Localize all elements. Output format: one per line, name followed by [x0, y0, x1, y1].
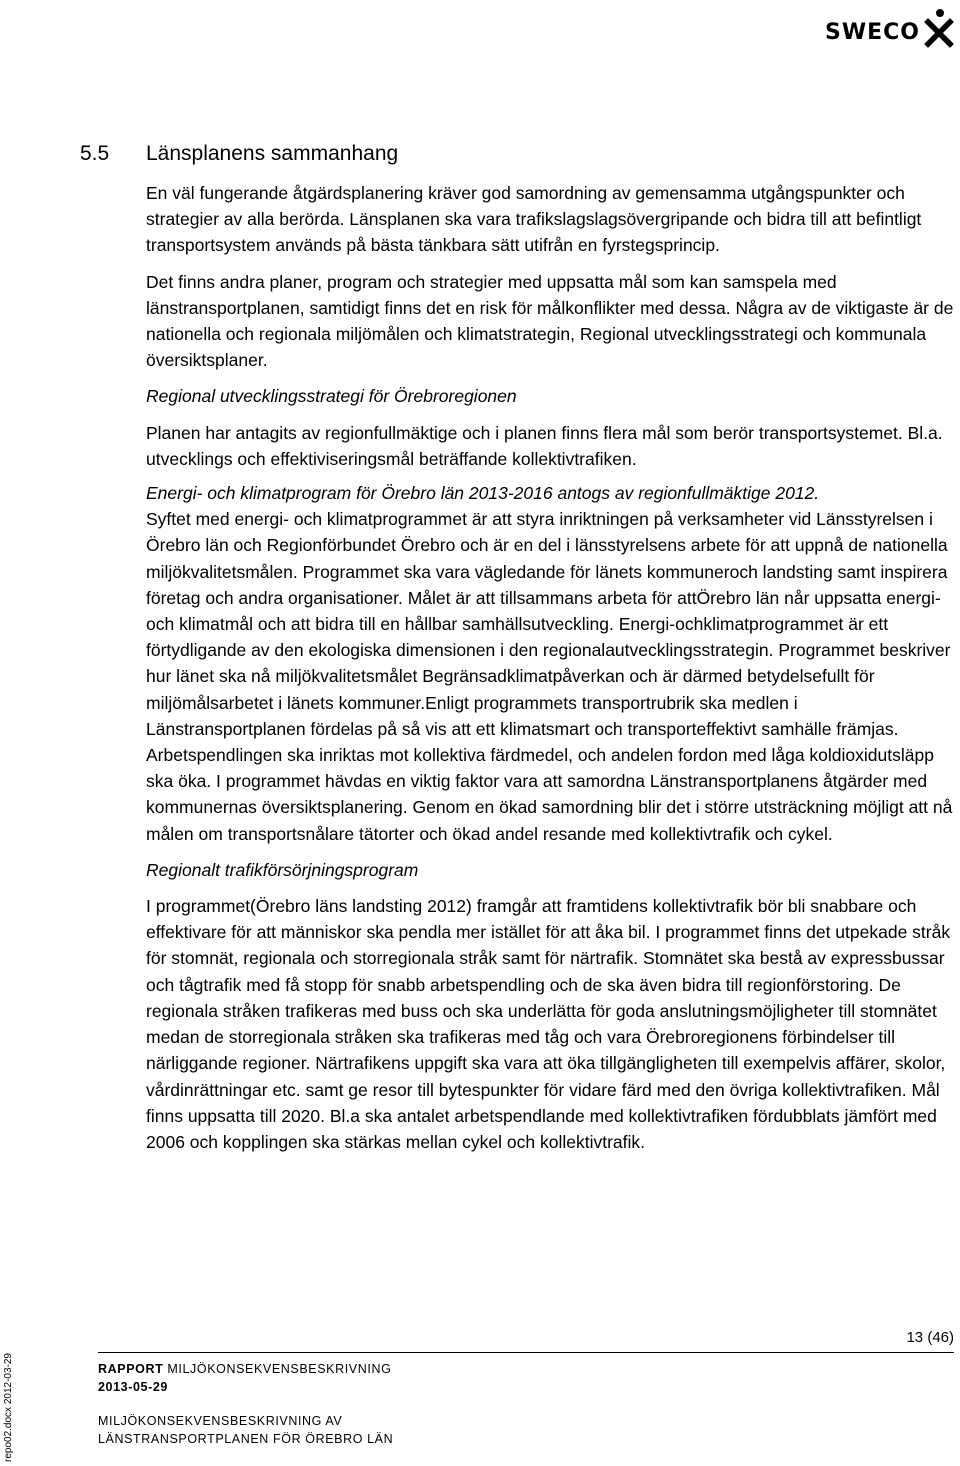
paragraph-energy-program: Syftet med energi- och klimatprogrammet är att styra inriktningen på verksamheter vid Länsstyrelsen i Örebro län och Regionförbundet Örebro och är en del i länsstyrelsens arbete för att uppnå de nationella miljökvalitetsmålen. Programmet ska vara vägledande för länets kommuneroch landsting samt inspirera företag och andra organisationer. Målet är att tillsammans arbeta för attÖrebro län når uppsatta energi- och klimatmål och att bidra till en hållbar samhällsutveckling. Energi-ochklimatprogrammet är ett förtydligande av den ekologiska dimensionen i den regionalautvecklingsstrategin. Programmet beskriver hur länet ska nå miljökvalitetsmålet Begränsadklimatpåverkan och är därmed betydelsefullt för miljömålsarbetet i länets kommuner.Enligt programmets transportrubrik ska medlen i Länstransportplanen fördelas på så vis att ett klimatsmart och transporteffektivt samhälle främjas. Arbetspendlingen ska inriktas mot kollektiva färdmedel, och andelen fordon med låga koldioxidutsläpp ska öka. I programmet hävdas en viktig faktor vara att samordna Länstransportplanens åtgärder med kommunernas översiktsplanering. Genom en ökad samordning blir det i större utsträckning möjligt att nå målen om transportsnålare tätorter och ökad andel resande med kollektivtrafik och cykel. [146, 509, 953, 844]
footer [98, 1360, 393, 1448]
footer-report-label: RAPPORT [98, 1362, 164, 1376]
section-number: 5.5 [80, 142, 110, 165]
subheading-energy-program: Energi- och klimatprogram för Örebro län 2013-2016 antogs av regionfullmäktige 2012. [146, 483, 820, 504]
subheading-regional-strategy: Regional utvecklingsstrategi för Örebroregionen [146, 386, 517, 407]
subheading-traffic-program: Regionalt trafikförsörjningsprogram [146, 859, 419, 880]
paragraph-intro: En väl fungerande åtgärdsplanering kräver god samordning av gemensamma utgångspunkter och strategier av alla berörda. Länsplanen ska vara trafikslagslagsövergripande och bidra till att befintligt transportsystem används på bästa tänkbara sätt utifrån en fyrstegsprincip. [146, 183, 922, 256]
paragraph-other-plans: Det finns andra planer, program och strategier med uppsatta mål som kan samspela med länstransportplanen, samtidigt finns det en risk för målkonflikter med dessa. Några av de viktigaste är de nationella och regionala miljömålen och klimatstrategin, Regional utvecklingsstrategi och kommunala översiktsplaner. [146, 271, 954, 371]
footer-doc-title-2: LÄNSTRANSPORTPLANEN FÖR ÖREBRO LÄN [98, 1432, 394, 1446]
logo-wordmark: SWECO [825, 20, 920, 45]
paragraph-traffic-program: I programmet(Örebro läns landsting 2012) framgår att framtidens kollektivtrafik bör bli snabbare och effektivare för att människor ska pendla mer istället för att åka bil. I programmet finns det utpekade stråk för stomnät, regionala och storregionala stråk samt för närtrafik. Stomnätet ska bestå av expressbussar och tågtrafik med få stopp för snabb arbetspendling och de ska även bidra till regionförstoring. De regionala stråken trafikeras med buss och ska underlätta för goda anslutningsmöjligheter till stomnätet medan de storregionala stråken ska trafikeras med tåg och vara Örebroregionens förbindelser till närliggande regioner. Närtrafikens uppgift ska vara att öka tillgängligheten till exempelvis affärer, skolor, vårdinrättningar etc. samt ge resor till bytespunkter för vidare färd med den övriga kollektivtrafiken. Mål finns uppsatta till 2020. Bl.a ska antalet arbetspendlande med kollektivtrafiken fördubblats jämfört med 2006 och kopplingen ska stärkas mellan cykel och kollektivtrafik. [146, 896, 951, 1152]
sweco-logo-icon [924, 8, 954, 48]
footer-divider [98, 1352, 954, 1353]
footer-date: 2013-05-29 [98, 1380, 168, 1394]
page-number: 13 (46) [906, 1329, 954, 1346]
section-heading [80, 139, 398, 169]
section-title: Länsplanens sammanhang [146, 142, 399, 165]
footer-spacer [98, 1396, 393, 1412]
footer-report-line [98, 1360, 393, 1378]
footer-doc-title-1: MILJÖKONSEKVENSBESKRIVNING AV [98, 1414, 343, 1428]
footer-report-title: MILJÖKONSEKVENSBESKRIVNING [167, 1362, 392, 1376]
body-text [146, 180, 960, 1155]
paragraph-regional-strategy: Planen har antagits av regionfullmäktige och i planen finns flera mål som berör transportsystemet. Bl.a. utvecklings och effektiviseringsmål beträffande kollektivtrafiken. [146, 422, 943, 469]
company-logo [825, 8, 954, 48]
